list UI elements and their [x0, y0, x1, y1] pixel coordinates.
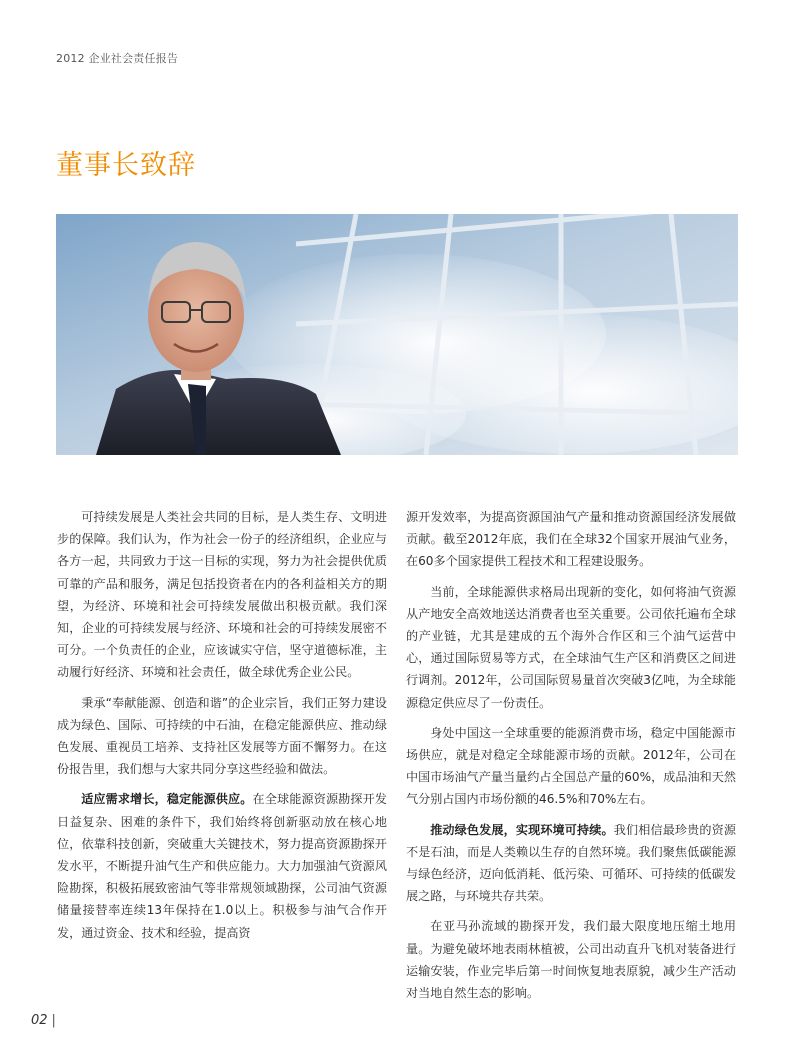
paragraph [57, 788, 387, 943]
report-header: 2012 企业社会责任报告 [56, 52, 179, 65]
page-number: 02 [31, 1013, 48, 1028]
page-title: 董事长致辞 [56, 150, 196, 181]
paragraph-lead: 推动绿色发展，实现环境可持续。 [430, 822, 614, 837]
footer-separator: | [51, 1013, 56, 1028]
page-footer [31, 1013, 56, 1028]
right-text-column [406, 506, 736, 1012]
paragraph-lead: 适应需求增长，稳定能源供应。 [81, 792, 253, 807]
paragraph-text: 秉承“奉献能源、创造和谐”的企业宗旨，我们正努力建设成为绿色、国际、可持续的中石油，在稳定能源供应、推动绿色发展、重视员工培养、支持社区发展等方面不懈努力。在这份报告里，我们想与大家共同分享这些经验和做法。 [57, 695, 387, 777]
paragraph-text: 源开发效率，为提高资源国油气产量和推动资源国经济发展做贡献。截至2012年底，我们在全球32个国家开展油气业务，在60多个国家提供工程技术和工程建设服务。 [406, 510, 736, 569]
paragraph [57, 506, 387, 684]
paragraph [57, 692, 387, 781]
paragraph-text: 在全球能源资源勘探开发日益复杂、困难的条件下，我们始终将创新驱动放在核心地位，依靠科技创新，突破重大关键技术，努力提高资源勘探开发水平，不断提升油气生产和供应能力。大力加强油气资源风险勘探，积极拓展致密油气等非常规领域勘探，公司油气资源储量接替率连续13年保持在1.0以上。积极参与油气合作开发，通过资金、技术和经验，提高资 [57, 792, 387, 940]
paragraph-text: 当前，全球能源供求格局出现新的变化，如何将油气资源从产地安全高效地送达消费者也至关重要。公司依托遍布全球的产业链，尤其是建成的五个海外合作区和三个油气运营中心，通过国际贸易等方式，在全球油气生产区和消费区之间进行调剂。2012年，公司国际贸易量首次突破3亿吨，为全球能源稳定供应尽了一份责任。 [406, 584, 736, 710]
chairman-portrait [56, 214, 738, 455]
paragraph [406, 581, 736, 714]
paragraph-text: 在亚马孙流域的勘探开发，我们最大限度地压缩土地用量。为避免破坏地表雨林植被，公司出动直升飞机对装备进行运输安装，作业完毕后第一时间恢复地表原貌，减少生产活动对当地自然生态的影响。 [406, 919, 736, 1001]
left-text-column [57, 506, 387, 952]
paragraph-text: 我们相信最珍贵的资源不是石油，而是人类赖以生存的自然环境。我们聚焦低碳能源与绿色经济，迈向低消耗、低污染、可循环、可持续的低碳发展之路，与环境共存共荣。 [406, 822, 736, 904]
paragraph [406, 819, 736, 908]
paragraph-text: 身处中国这一全球重要的能源消费市场，稳定中国能源市场供应，就是对稳定全球能源市场的贡献。2012年，公司在中国市场油气产量当量约占全国总产量的60%，成品油和天然气分别占国内市场份额的46.5%和70%左右。 [406, 725, 736, 807]
paragraph [406, 915, 736, 1004]
paragraph [406, 722, 736, 811]
paragraph-text: 可持续发展是人类社会共同的目标，是人类生存、文明进步的保障。我们认为，作为社会一份子的经济组织，企业应与各方一起，共同致力于这一目标的实现，努力为社会提供优质可靠的产品和服务，满足包括投资者在内的各利益相关方的期望，为经济、环境和社会可持续发展做出积极贡献。我们深知，企业的可持续发展与经济、环境和社会的可持续发展密不可分。一个负责任的企业，应该诚实守信，坚守道德标准，主动履行好经济、环境和社会责任，做全球优秀企业公民。 [57, 510, 387, 680]
paragraph [406, 506, 736, 573]
